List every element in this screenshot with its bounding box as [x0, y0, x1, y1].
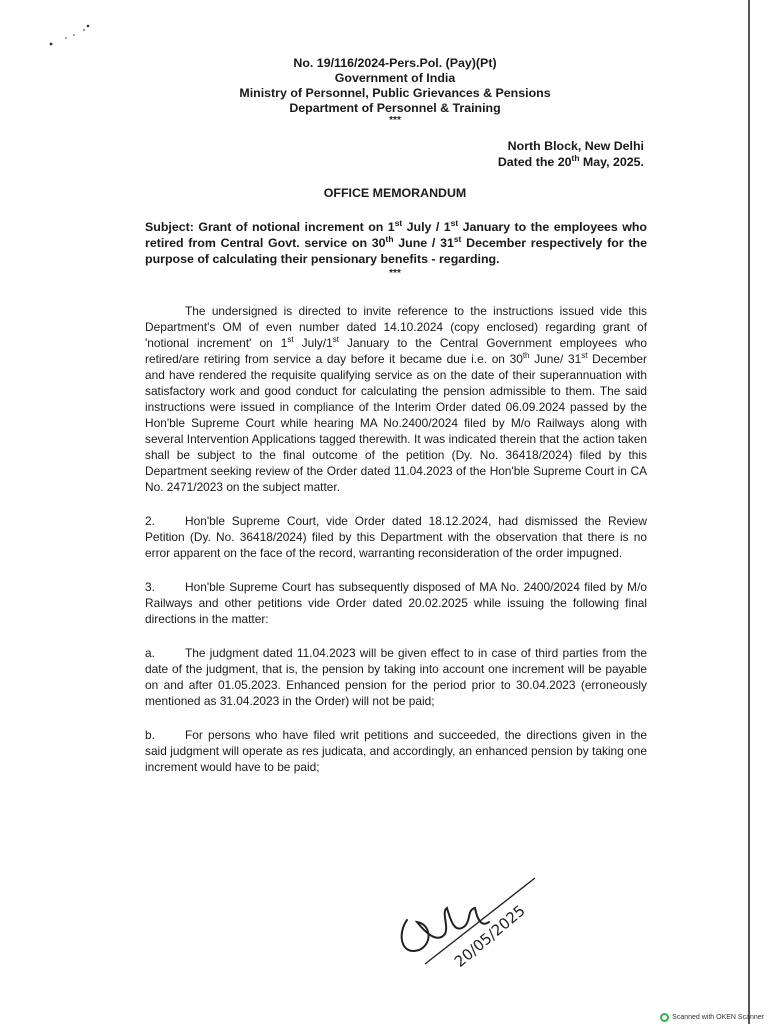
paragraph-1: The undersigned is directed to invite reference to the instructions issued vide this Department's OM of even number dated 14.10.2024 (copy enclosed) regarding grant of 'notional increment' on 1st July/1st January to the Central Government employees who retired/are retiring from service a day before it became due i.e. on 30th June/ 31st December and have rendered the requisite qualifying service as on the date of their superannuation with satisfactory work and good conduct for calculating the pension admissible to them. The said instructions were issued in compliance of the Interim Order dated 06.09.2024 passed by the Hon'ble Supreme Court while hearing MA No.2400/2024 filed by M/o Railways along with several Intervention Applications tagged therewith. It was indicated therein that the action taken shall be subject to the final outcome of the petition (Dy. No. 36418/2024) filed by this Department seeking review of the Order dated 11.04.2023 of the Hon'ble Supreme Court in CA No. 2471/2023 on the subject matter. — [145, 304, 648, 494]
signature-with-date — [385, 862, 555, 972]
paragraph-b-label: b. — [145, 728, 155, 742]
date: Dated the 20th May, 2025. — [497, 152, 644, 169]
scan-specks — [44, 22, 94, 52]
subject: Subject: Grant of notional increment on 1st July / 1st January to the employees who retired from Central Govt. service on 30th June / 31st December respectively for the purpose of calculating their pensionary benefits - regarding. — [145, 217, 648, 266]
page-edge — [748, 0, 750, 1024]
letterhead — [0, 56, 768, 125]
government: Government of India — [334, 71, 456, 85]
memo-body — [145, 303, 647, 793]
paragraph-a: a. The judgment dated 11.04.2023 will be given effect to in case of third parties from the date of the judgment, that is, the pension by taking into account one increment will be payable on and after 01.05.2023. Enhanced pension for the period prior to 30.04.2023 (erroneously mentioned as 31.04.2023 in the Order) will not be paid; — [145, 646, 647, 708]
ministry: Ministry of Personnel, Public Grievances & Pensions — [239, 86, 551, 100]
paragraph-3-number: 3. — [145, 580, 155, 594]
header-stars: *** — [389, 115, 401, 126]
paragraph-b: b. For persons who have filed writ petitions and succeeded, the directions given in the said judgment will operate as res judicata, and accordingly, an enhanced pension by taking one increment would have to be paid; — [145, 728, 647, 774]
memo-title: OFFICE MEMORANDUM — [323, 186, 467, 200]
file-number: No. 19/116/2024-Pers.Pol. (Pay)(Pt) — [293, 56, 497, 70]
scanner-text: Scanned with OKEN Scanner — [672, 1014, 764, 1021]
department: Department of Personnel & Training — [289, 101, 501, 115]
paragraph-3: 3. Hon'ble Supreme Court has subsequently disposed of MA No. 2400/2024 filed by M/o Railways and other petitions vide Order dated 20.02.2025 while issuing the following final directions in the matter: — [145, 580, 647, 626]
subject-stars: *** — [389, 268, 401, 279]
paragraph-2: 2. Hon'ble Supreme Court, vide Order dated 18.12.2024, had dismissed the Review Petition (Dy. No. 36418/2024) filed by this Department with the observation that there is no error apparent on the face of the record, warranting reconsideration of the order impugned. — [145, 514, 647, 560]
place-and-date — [498, 138, 644, 170]
scanner-watermark — [660, 1013, 764, 1022]
paragraph-a-label: a. — [145, 646, 155, 660]
scanner-logo-icon — [660, 1013, 669, 1022]
paragraph-2-number: 2. — [145, 514, 155, 528]
svg-text:20/05/2025: 20/05/2025 — [450, 901, 529, 971]
location: North Block, New Delhi — [507, 139, 644, 153]
